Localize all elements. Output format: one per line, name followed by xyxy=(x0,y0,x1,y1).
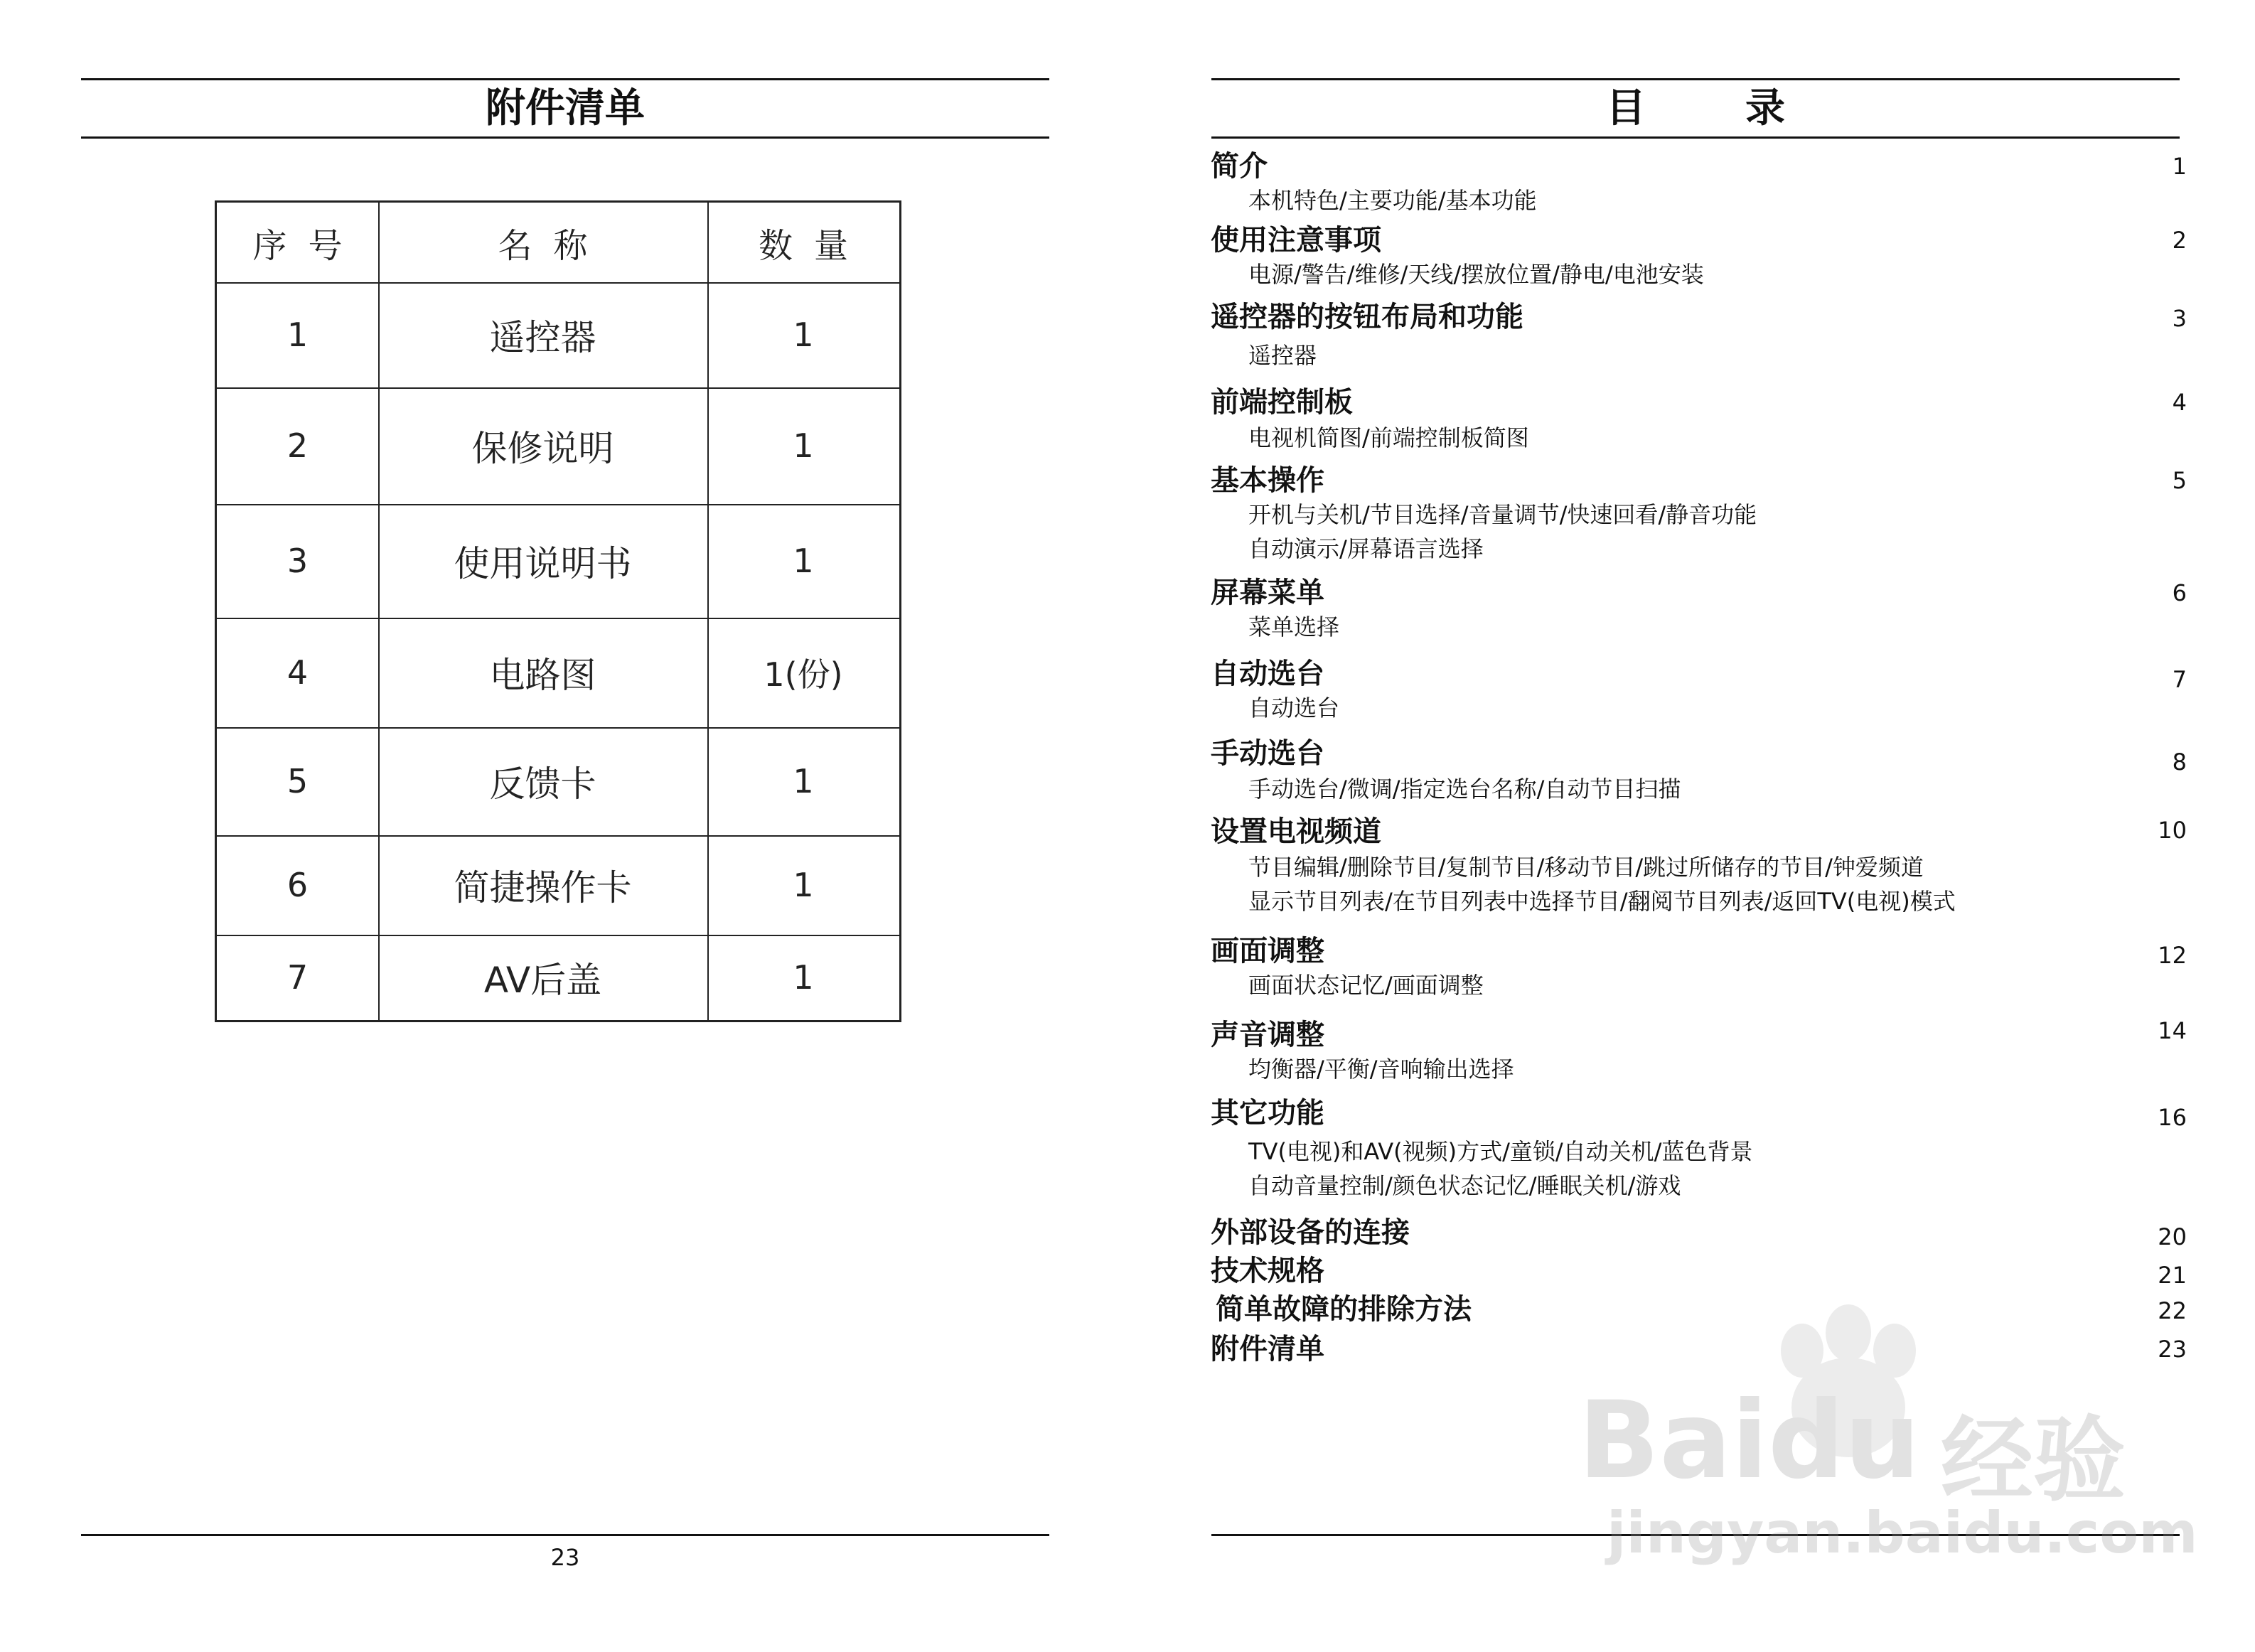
toc-heading: 简单故障的排除方法 xyxy=(1216,1293,1472,1326)
toc-page-number: 7 xyxy=(2172,666,2187,693)
toc-subitems: 手动选台/微调/指定选台名称/自动节目扫描 xyxy=(1248,776,1681,803)
table-row-6-no: 6 xyxy=(286,866,309,904)
toc-subitems: TV(电视)和AV(视频)方式/童锁/自动关机/蓝色背景 xyxy=(1248,1138,1753,1165)
toc-page-number: 20 xyxy=(2158,1223,2187,1250)
left-page-number: 23 xyxy=(550,1544,580,1571)
table-row-1-qty: 1 xyxy=(793,316,814,354)
table-header-name: 名称 xyxy=(498,225,609,266)
toc-heading: 手动选台 xyxy=(1211,737,1324,770)
right-top-rule xyxy=(1211,78,2180,80)
toc-subitems: 菜单选择 xyxy=(1248,613,1340,640)
right-title-underline xyxy=(1211,136,2180,139)
toc-heading: 画面调整 xyxy=(1211,935,1324,967)
toc-page-number: 14 xyxy=(2158,1017,2187,1044)
table-row-5-no: 5 xyxy=(286,762,309,800)
toc-page-number: 8 xyxy=(2172,749,2187,776)
left-top-rule xyxy=(81,78,1049,80)
toc-page-number: 16 xyxy=(2158,1104,2187,1131)
toc-heading: 技术规格 xyxy=(1211,1255,1324,1287)
toc-heading: 自动选台 xyxy=(1211,658,1324,690)
table-header-qty: 数量 xyxy=(758,225,869,266)
toc-page-number: 5 xyxy=(2172,467,2187,494)
table-row-5-qty: 1 xyxy=(793,762,814,800)
toc-subitems: 节目编辑/删除节目/复制节目/移动节目/跳过所储存的节目/钟爱频道 xyxy=(1248,854,1924,881)
table-row-6-qty: 1 xyxy=(793,866,814,904)
table-row-5-name: 反馈卡 xyxy=(489,763,596,805)
toc-heading: 基本操作 xyxy=(1211,464,1324,497)
table-row-7-no: 7 xyxy=(286,958,309,997)
table-row-1-no: 1 xyxy=(286,316,309,354)
toc-page-number: 6 xyxy=(2172,579,2187,606)
table-row-4-name: 电路图 xyxy=(489,655,596,696)
toc-subitems: 自动音量控制/颜色状态记忆/睡眠关机/游戏 xyxy=(1248,1172,1681,1199)
toc-subitems: 遥控器 xyxy=(1248,342,1317,369)
toc-heading: 附件清单 xyxy=(1211,1333,1324,1366)
toc-heading: 屏幕菜单 xyxy=(1211,576,1324,609)
toc-subitems: 自动选台 xyxy=(1248,694,1340,722)
watermark-brand: Baidu xyxy=(1578,1379,1921,1503)
toc-page-number: 21 xyxy=(2158,1262,2187,1289)
watermark-url: jingyan.baidu.com xyxy=(1607,1500,2198,1566)
table-row-3-qty: 1 xyxy=(793,542,814,580)
left-title-underline xyxy=(81,136,1049,139)
table-row-3-name: 使用说明书 xyxy=(454,543,632,584)
toc-heading: 设置电视频道 xyxy=(1211,815,1381,848)
toc-heading: 遥控器的按钮布局和功能 xyxy=(1211,301,1523,333)
toc-heading: 外部设备的连接 xyxy=(1211,1216,1410,1249)
toc-heading: 使用注意事项 xyxy=(1211,224,1381,257)
toc-subitems: 开机与关机/节目选择/音量调节/快速回看/静音功能 xyxy=(1248,501,1757,528)
toc-subitems: 自动演示/屏幕语言选择 xyxy=(1248,535,1484,562)
accessory-table xyxy=(215,200,901,1022)
table-header-no: 序号 xyxy=(252,225,364,266)
left-footer-rule xyxy=(81,1534,1049,1536)
toc-subitems: 画面状态记忆/画面调整 xyxy=(1248,972,1484,999)
toc-page-number: 22 xyxy=(2158,1297,2187,1324)
toc-page-number: 23 xyxy=(2158,1336,2187,1363)
toc-subitems: 均衡器/平衡/音响输出选择 xyxy=(1248,1056,1514,1083)
table-row-4-no: 4 xyxy=(286,653,309,692)
toc-page-number: 1 xyxy=(2172,153,2187,180)
table-row-4-qty: 1(份) xyxy=(764,655,843,694)
table-row-1-name: 遥控器 xyxy=(489,317,596,358)
toc-page-number: 4 xyxy=(2172,389,2187,416)
toc-subitems: 显示节目列表/在节目列表中选择节目/翻阅节目列表/返回TV(电视)模式 xyxy=(1248,888,1956,915)
right-page-title: 目录 xyxy=(1606,85,1885,132)
table-row-7-qty: 1 xyxy=(793,958,814,997)
table-row-6-name: 简捷操作卡 xyxy=(454,867,632,908)
toc-subitems: 电源/警告/维修/天线/摆放位置/静电/电池安装 xyxy=(1248,261,1704,288)
toc-page-number: 2 xyxy=(2172,227,2187,254)
toc-page-number: 10 xyxy=(2158,817,2187,844)
table-row-2-no: 2 xyxy=(286,427,309,465)
toc-heading: 简介 xyxy=(1211,150,1268,183)
table-row-2-qty: 1 xyxy=(793,427,814,465)
left-page-title: 附件清单 xyxy=(486,85,645,132)
table-row-3-no: 3 xyxy=(286,542,309,580)
watermark-product: 经验 xyxy=(1941,1406,2126,1514)
toc-heading: 前端控制板 xyxy=(1211,386,1353,419)
table-row-7-name: AV后盖 xyxy=(483,960,602,1001)
table-row-2-name: 保修说明 xyxy=(471,428,614,469)
toc-subitems: 电视机简图/前端控制板简图 xyxy=(1248,424,1529,451)
toc-page-number: 12 xyxy=(2158,942,2187,969)
toc-heading: 其它功能 xyxy=(1211,1097,1324,1130)
toc-page-number: 3 xyxy=(2172,305,2187,332)
toc-subitems: 本机特色/主要功能/基本功能 xyxy=(1248,187,1537,214)
toc-heading: 声音调整 xyxy=(1211,1019,1324,1051)
